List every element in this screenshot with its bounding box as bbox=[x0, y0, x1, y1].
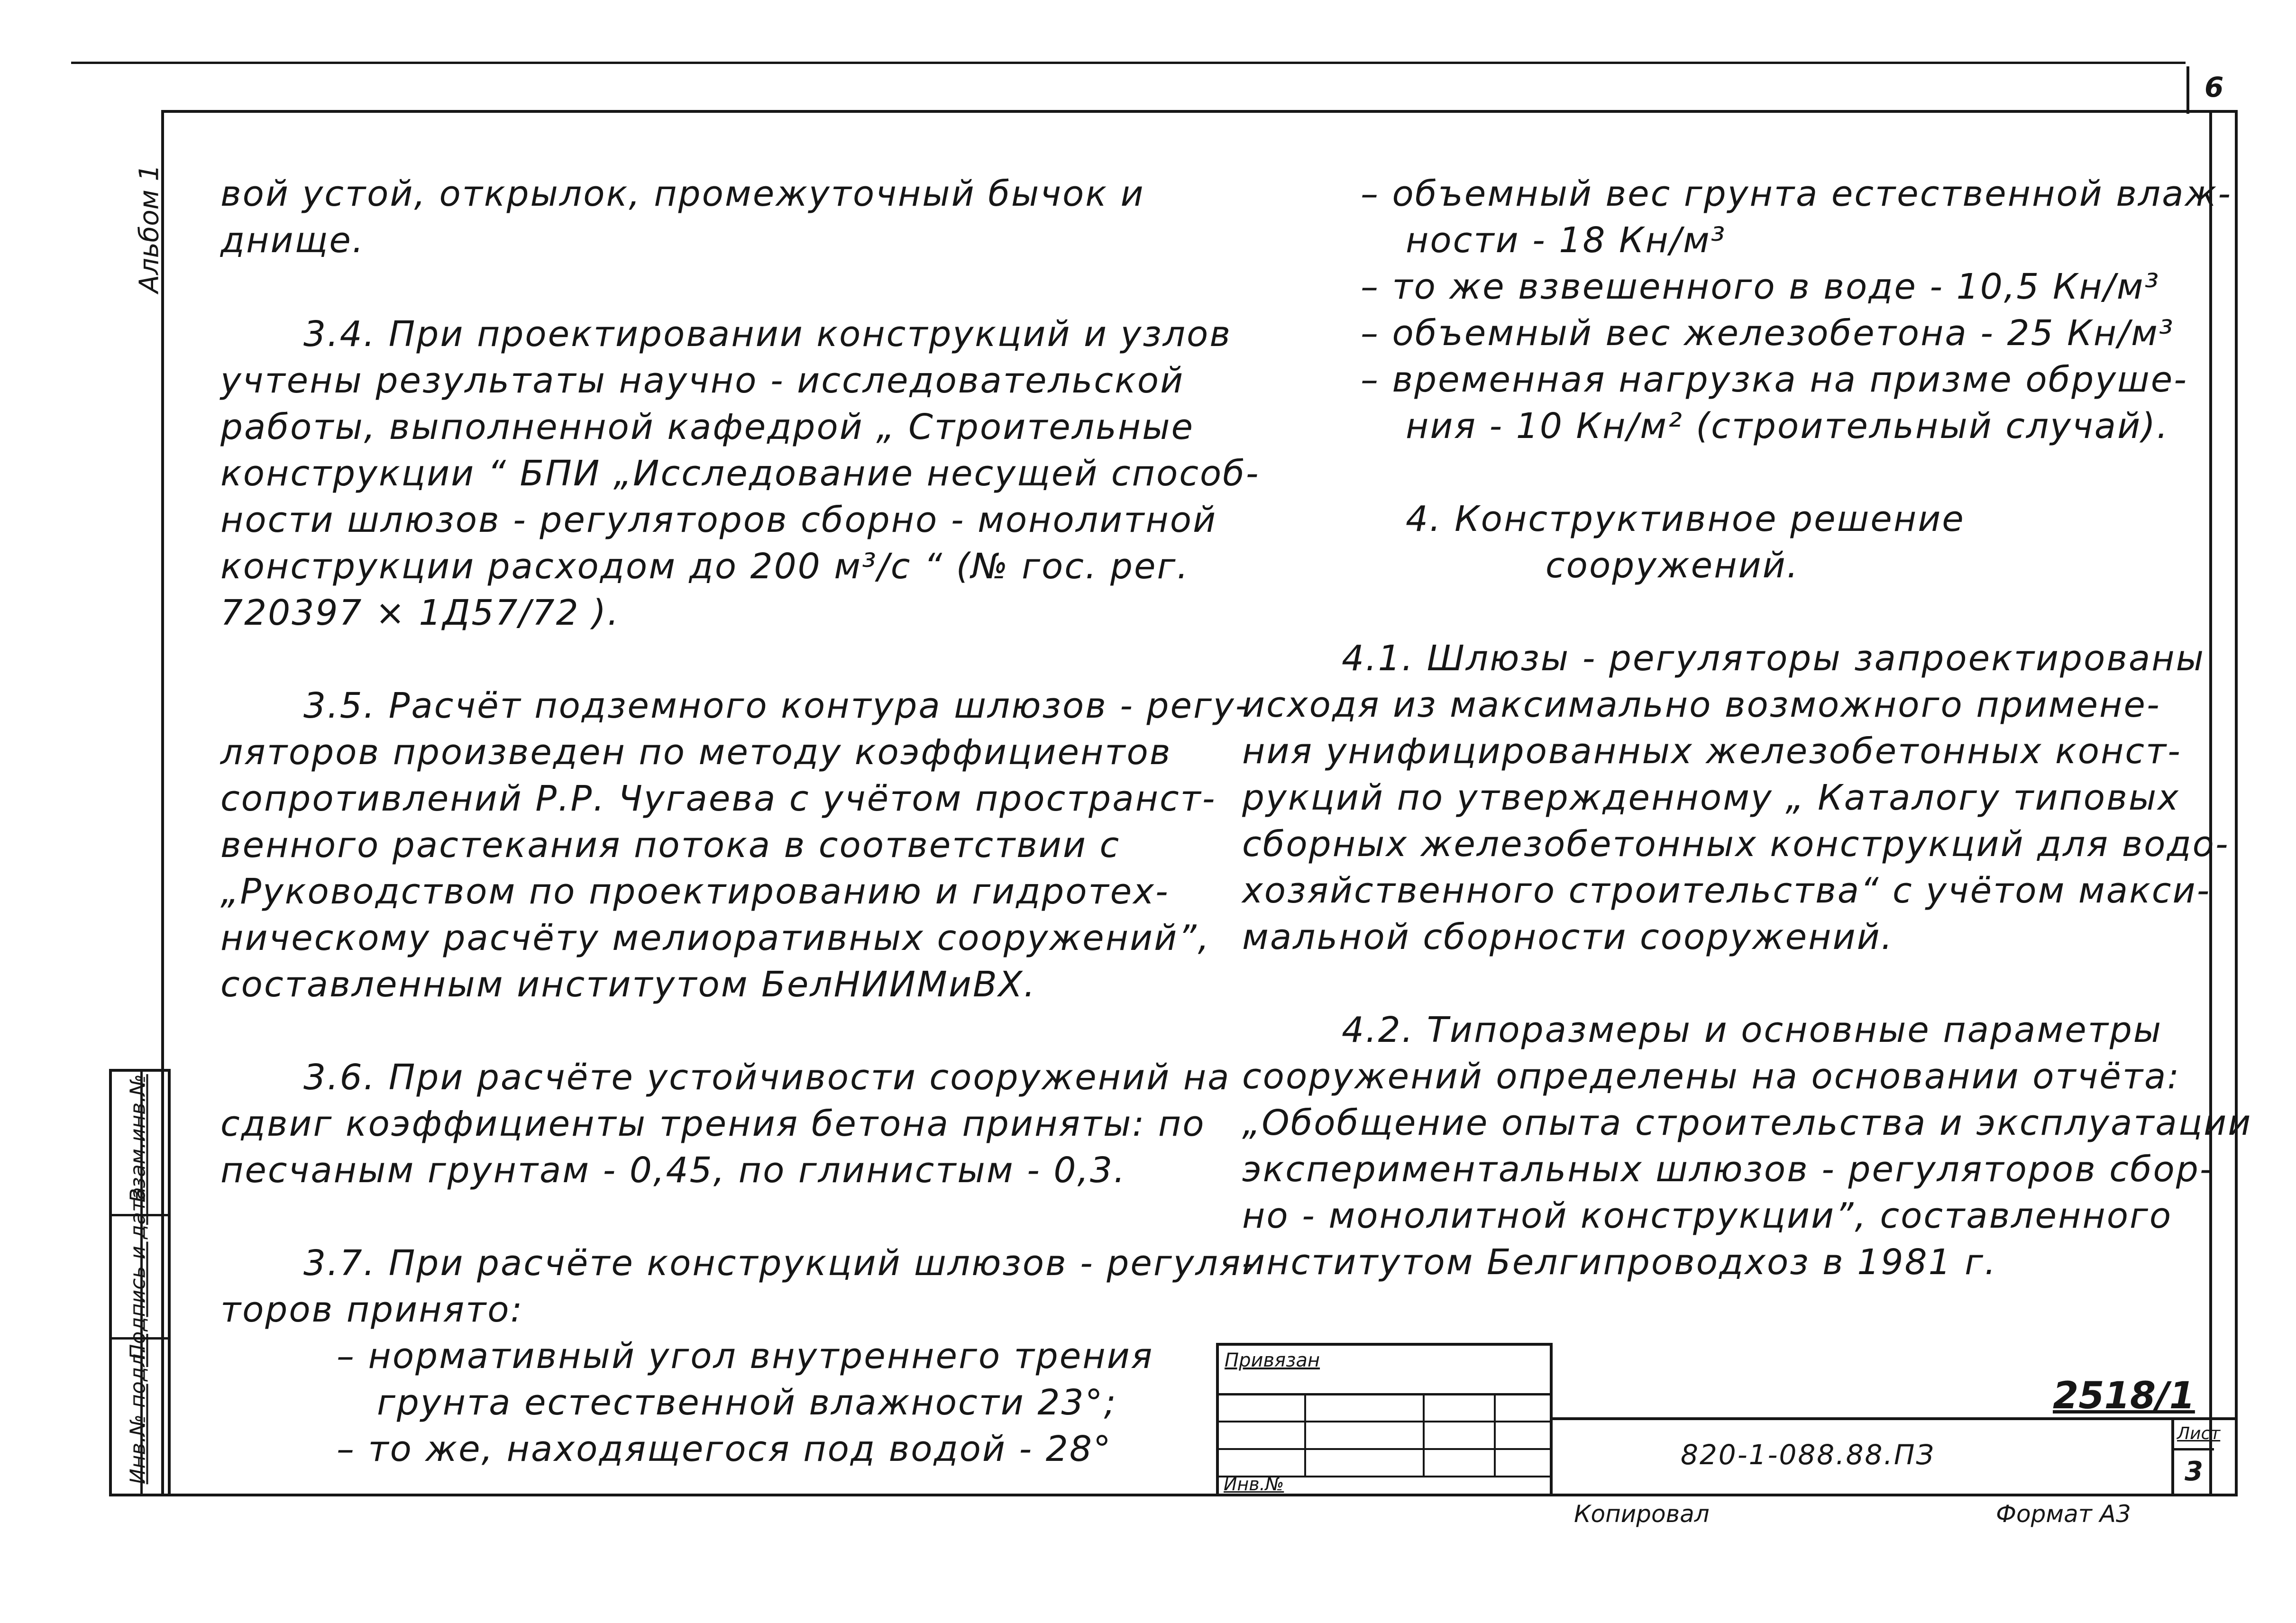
left-line-12: сопротивлений Р.Р. Чугаева с учётом пространст- bbox=[220, 778, 1217, 819]
copied-label: Копировал bbox=[1574, 1500, 1710, 1528]
left-line-2: днище. bbox=[220, 220, 365, 261]
left-line-3: 3.4. При проектировании конструкций и узлов bbox=[303, 314, 1232, 355]
binding-table bbox=[1216, 1343, 1553, 1496]
right-line-1: – объемный вес грунта естественной влаж- bbox=[1361, 173, 2232, 214]
right-line-10: исходя из максимально возможного примене- bbox=[1242, 684, 2161, 725]
list-box-divider bbox=[2171, 1417, 2174, 1496]
left-line-11: ляторов произведен по методу коэффициентов bbox=[220, 732, 1172, 773]
side-stamp-replace-label: Взам.инв.№ bbox=[126, 1074, 150, 1203]
left-line-18: сдвиг коэффициенты трения бетона приняты: по bbox=[220, 1103, 1206, 1144]
list-label: Лист bbox=[2177, 1424, 2221, 1443]
right-line-19: экспериментальных шлюзов - регуляторов сбор- bbox=[1242, 1149, 2214, 1190]
binding-row-line-3 bbox=[1219, 1448, 1550, 1450]
right-line-17: сооружений определены на основании отчёта: bbox=[1242, 1056, 2181, 1097]
right-line-13: сборных железобетонных конструкций для водо- bbox=[1242, 824, 2230, 865]
left-line-14: „Руководством по проектированию и гидротех- bbox=[220, 871, 1170, 912]
document-code: 820-1-088.88.ПЗ bbox=[1681, 1439, 1935, 1471]
right-line-18: „Обобщение опыта строительства и эксплуатации bbox=[1242, 1103, 2252, 1143]
binding-col-line-2 bbox=[1423, 1393, 1425, 1477]
right-line-20: но - монолитной конструкции”, составленного bbox=[1242, 1195, 2173, 1236]
left-line-15: ническому расчёту мелиоративных сооружений”, bbox=[220, 918, 1211, 958]
left-line-19: песчаным грунтам - 0,45, по глинистым - 0,3. bbox=[220, 1150, 1126, 1191]
right-line-2: ности - 18 Кн/м³ bbox=[1406, 220, 1727, 261]
right-line-7: 4. Конструктивное решение bbox=[1406, 499, 1965, 539]
binding-col-line-3 bbox=[1494, 1393, 1496, 1477]
list-box-line bbox=[2171, 1448, 2214, 1450]
binding-col-line-1 bbox=[1304, 1393, 1306, 1477]
left-line-6: конструкции “ БПИ „Исследование несущей способ- bbox=[220, 453, 1260, 494]
left-line-23: грунта естественной влажности 23°; bbox=[377, 1382, 1117, 1423]
frame-right-inner-line bbox=[2209, 110, 2212, 1496]
right-line-21: институтом Белгипроводхоз в 1981 г. bbox=[1242, 1242, 1997, 1283]
left-line-5: работы, выполненной кафедрой „ Строительные bbox=[220, 407, 1195, 447]
left-line-13: венного растекания потока в соответствии с bbox=[220, 825, 1121, 866]
left-line-8: конструкции расходом до 200 м³/с “ (№ гос. рег. bbox=[220, 546, 1189, 587]
right-line-3: – то же взвешенного в воде - 10,5 Кн/м³ bbox=[1361, 266, 2160, 307]
right-line-11: ния унифицированных железобетонных конст- bbox=[1242, 731, 2182, 772]
side-stamp bbox=[109, 1069, 171, 1496]
left-line-4: учтены результаты научно - исследовательской bbox=[220, 360, 1185, 401]
right-line-15: мальной сборности сооружений. bbox=[1242, 917, 1894, 957]
side-stamp-signature-label: Подпись и дата bbox=[126, 1187, 150, 1360]
format-label: Формат А3 bbox=[1996, 1500, 2131, 1528]
binding-row-line-1 bbox=[1219, 1393, 1550, 1395]
right-line-5: – временная нагрузка на призме обруше- bbox=[1361, 359, 2188, 400]
right-line-9: 4.1. Шлюзы - регуляторы запроектированы bbox=[1342, 638, 2205, 679]
project-number: 2518/1 bbox=[2053, 1375, 2195, 1417]
page-number-divider bbox=[2186, 66, 2189, 114]
left-line-21: торов принято: bbox=[220, 1289, 524, 1330]
right-line-6: ния - 10 Кн/м² (строительный случай). bbox=[1406, 406, 2169, 447]
left-line-1: вой устой, открылок, промежуточный бычок и bbox=[220, 173, 1145, 214]
binding-label: Привязан bbox=[1225, 1349, 1320, 1371]
right-line-4: – объемный вес железобетона - 25 Кн/м³ bbox=[1361, 313, 2175, 354]
left-line-10: 3.5. Расчёт подземного контура шлюзов - регу- bbox=[303, 685, 1250, 726]
page-number: 6 bbox=[2205, 71, 2224, 103]
right-line-8: сооружений. bbox=[1546, 545, 1800, 586]
title-block-top-line bbox=[1550, 1417, 2238, 1420]
top-rule bbox=[71, 62, 2186, 64]
left-line-20: 3.7. При расчёте конструкций шлюзов - регуля- bbox=[303, 1243, 1256, 1284]
binding-row-line-2 bbox=[1219, 1421, 1550, 1422]
right-line-12: рукций по утвержденному „ Каталогу типовых bbox=[1242, 777, 2180, 818]
left-line-9: 720397 × 1Д57/72 ). bbox=[220, 593, 620, 633]
left-line-17: 3.6. При расчёте устойчивости сооружений на bbox=[303, 1057, 1231, 1098]
inventory-label: Инв.№ bbox=[1224, 1474, 1284, 1495]
right-line-16: 4.2. Типоразмеры и основные параметры bbox=[1342, 1010, 2163, 1050]
list-number: 3 bbox=[2185, 1456, 2203, 1487]
left-line-7: ности шлюзов - регуляторов сборно - монолитной bbox=[220, 500, 1217, 540]
right-line-14: хозяйственного строительства“ с учётом макси- bbox=[1242, 870, 2211, 911]
side-stamp-inv-label: Инв.№ подл. bbox=[126, 1347, 150, 1485]
left-line-22: – нормативный угол внутреннего трения bbox=[337, 1336, 1154, 1377]
left-line-24: – то же, находящегося под водой - 28° bbox=[337, 1429, 1112, 1469]
left-line-16: составленным институтом БелНИИМиВХ. bbox=[220, 964, 1036, 1005]
album-label: Альбом 1 bbox=[134, 164, 165, 293]
